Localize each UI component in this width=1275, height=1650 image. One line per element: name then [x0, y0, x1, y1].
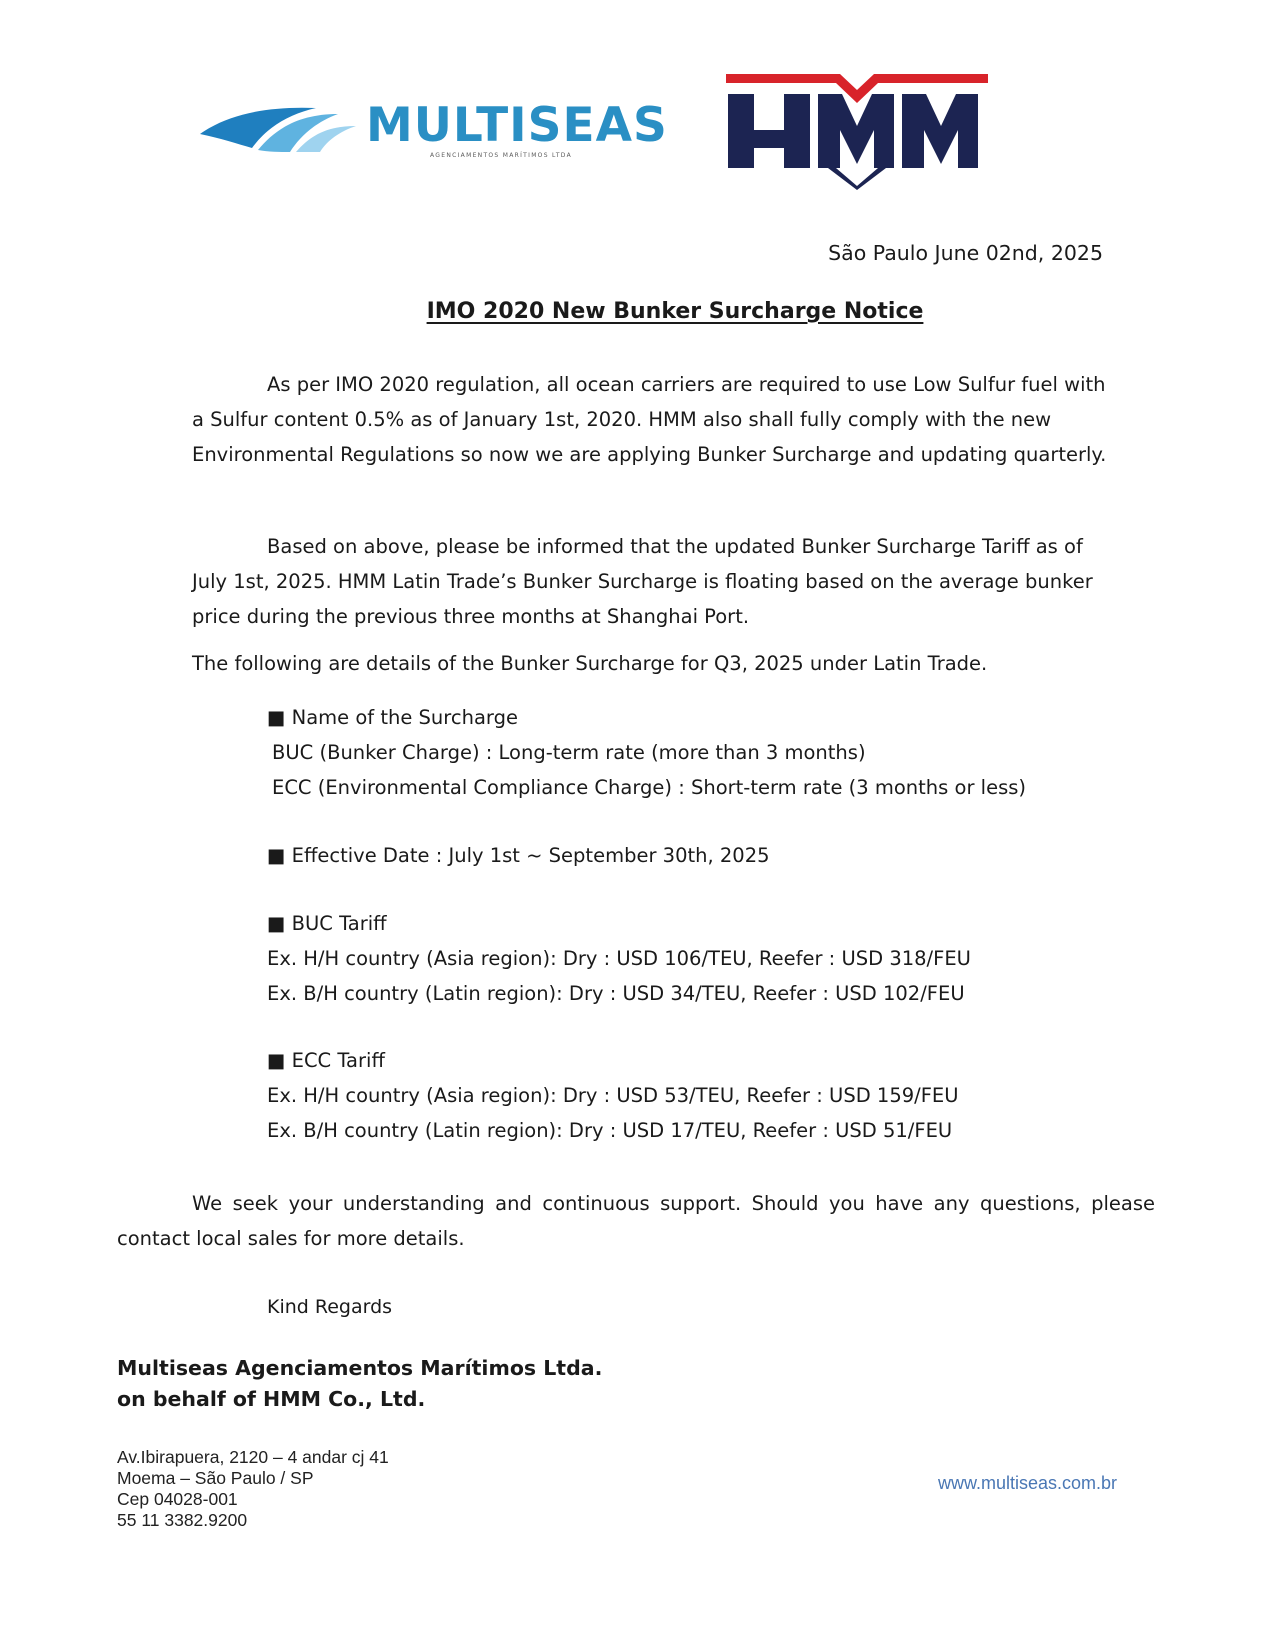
paragraph-regulation — [192, 367, 1122, 472]
paragraph-tariff-update — [192, 529, 1122, 634]
kind-regards: Kind Regards — [267, 1296, 393, 1318]
closing-paragraph — [117, 1186, 1155, 1256]
section-heading: ■ BUC Tariff — [267, 912, 387, 935]
closing-second-line: contact local sales for more details. — [117, 1227, 465, 1250]
signature-block — [117, 1353, 602, 1415]
section-buc-tariff — [267, 906, 971, 1011]
hmm-logo — [726, 70, 988, 190]
footer-address — [117, 1447, 389, 1531]
closing-first-line: We seek your understanding and continuous support. Should you have any questions, please — [192, 1192, 1155, 1215]
multiseas-tagline: AGENCIAMENTOS MARÍTIMOS LTDA — [430, 152, 573, 159]
phone-number: 55 11 3382.9200 — [117, 1510, 248, 1530]
signature-company: Multiseas Agenciamentos Marítimos Ltda. — [117, 1356, 603, 1380]
address-line: Av.Ibirapuera, 2120 – 4 andar cj 41 — [117, 1447, 389, 1467]
footer-website-link[interactable]: www.multiseas.com.br — [938, 1473, 1118, 1493]
tariff-line: Ex. B/H country (Latin region): Dry : USD 34/TEU, Reefer : USD 102/FEU — [267, 982, 965, 1005]
address-line: Cep 04028-001 — [117, 1489, 238, 1509]
surcharge-line: BUC (Bunker Charge) : Long-term rate (more than 3 months) — [272, 741, 866, 764]
section-heading: ■ Effective Date : July 1st ~ September 30th, 2025 — [267, 844, 770, 867]
address-line: Moema – São Paulo / SP — [117, 1468, 314, 1488]
tariff-line: Ex. B/H country (Latin region): Dry : USD 17/TEU, Reefer : USD 51/FEU — [267, 1119, 953, 1142]
paragraph-details-intro: The following are details of the Bunker Surcharge for Q3, 2025 under Latin Trade. — [192, 652, 988, 675]
section-ecc-tariff — [267, 1043, 959, 1148]
paragraph-regulation-text: As per IMO 2020 regulation, all ocean carriers are required to use Low Sulfur fuel with a Sulfur content 0.5% as of January 1st, 2020. HMM also shall fully comply with the new Environmental Regulations so now we are applying Bunker Surcharge and updating quarterly. — [192, 373, 1107, 466]
notice-title: IMO 2020 New Bunker Surcharge Notice — [426, 299, 924, 324]
letter-date: São Paulo June 02nd, 2025 — [828, 241, 1103, 265]
multiseas-waves-icon — [198, 104, 358, 162]
signature-on-behalf: on behalf of HMM Co., Ltd. — [117, 1387, 426, 1411]
section-effective-date — [267, 838, 770, 873]
tariff-line: Ex. H/H country (Asia region): Dry : USD 106/TEU, Reefer : USD 318/FEU — [267, 947, 971, 970]
section-heading: ■ ECC Tariff — [267, 1049, 385, 1072]
multiseas-brand-text: MULTISEAS — [366, 98, 668, 153]
section-heading: ■ Name of the Surcharge — [267, 706, 518, 729]
tariff-line: Ex. H/H country (Asia region): Dry : USD 53/TEU, Reefer : USD 159/FEU — [267, 1084, 959, 1107]
surcharge-line: ECC (Environmental Compliance Charge) : Short-term rate (3 months or less) — [272, 776, 1026, 799]
multiseas-logo — [198, 98, 668, 170]
section-surcharge-name — [267, 700, 1026, 805]
paragraph-tariff-update-text: Based on above, please be informed that the updated Bunker Surcharge Tariff as of July 1st, 2025. HMM Latin Trade’s Bunker Surcharge is floating based on the average bunker price during the previous three months at Shanghai Port. — [192, 535, 1093, 628]
